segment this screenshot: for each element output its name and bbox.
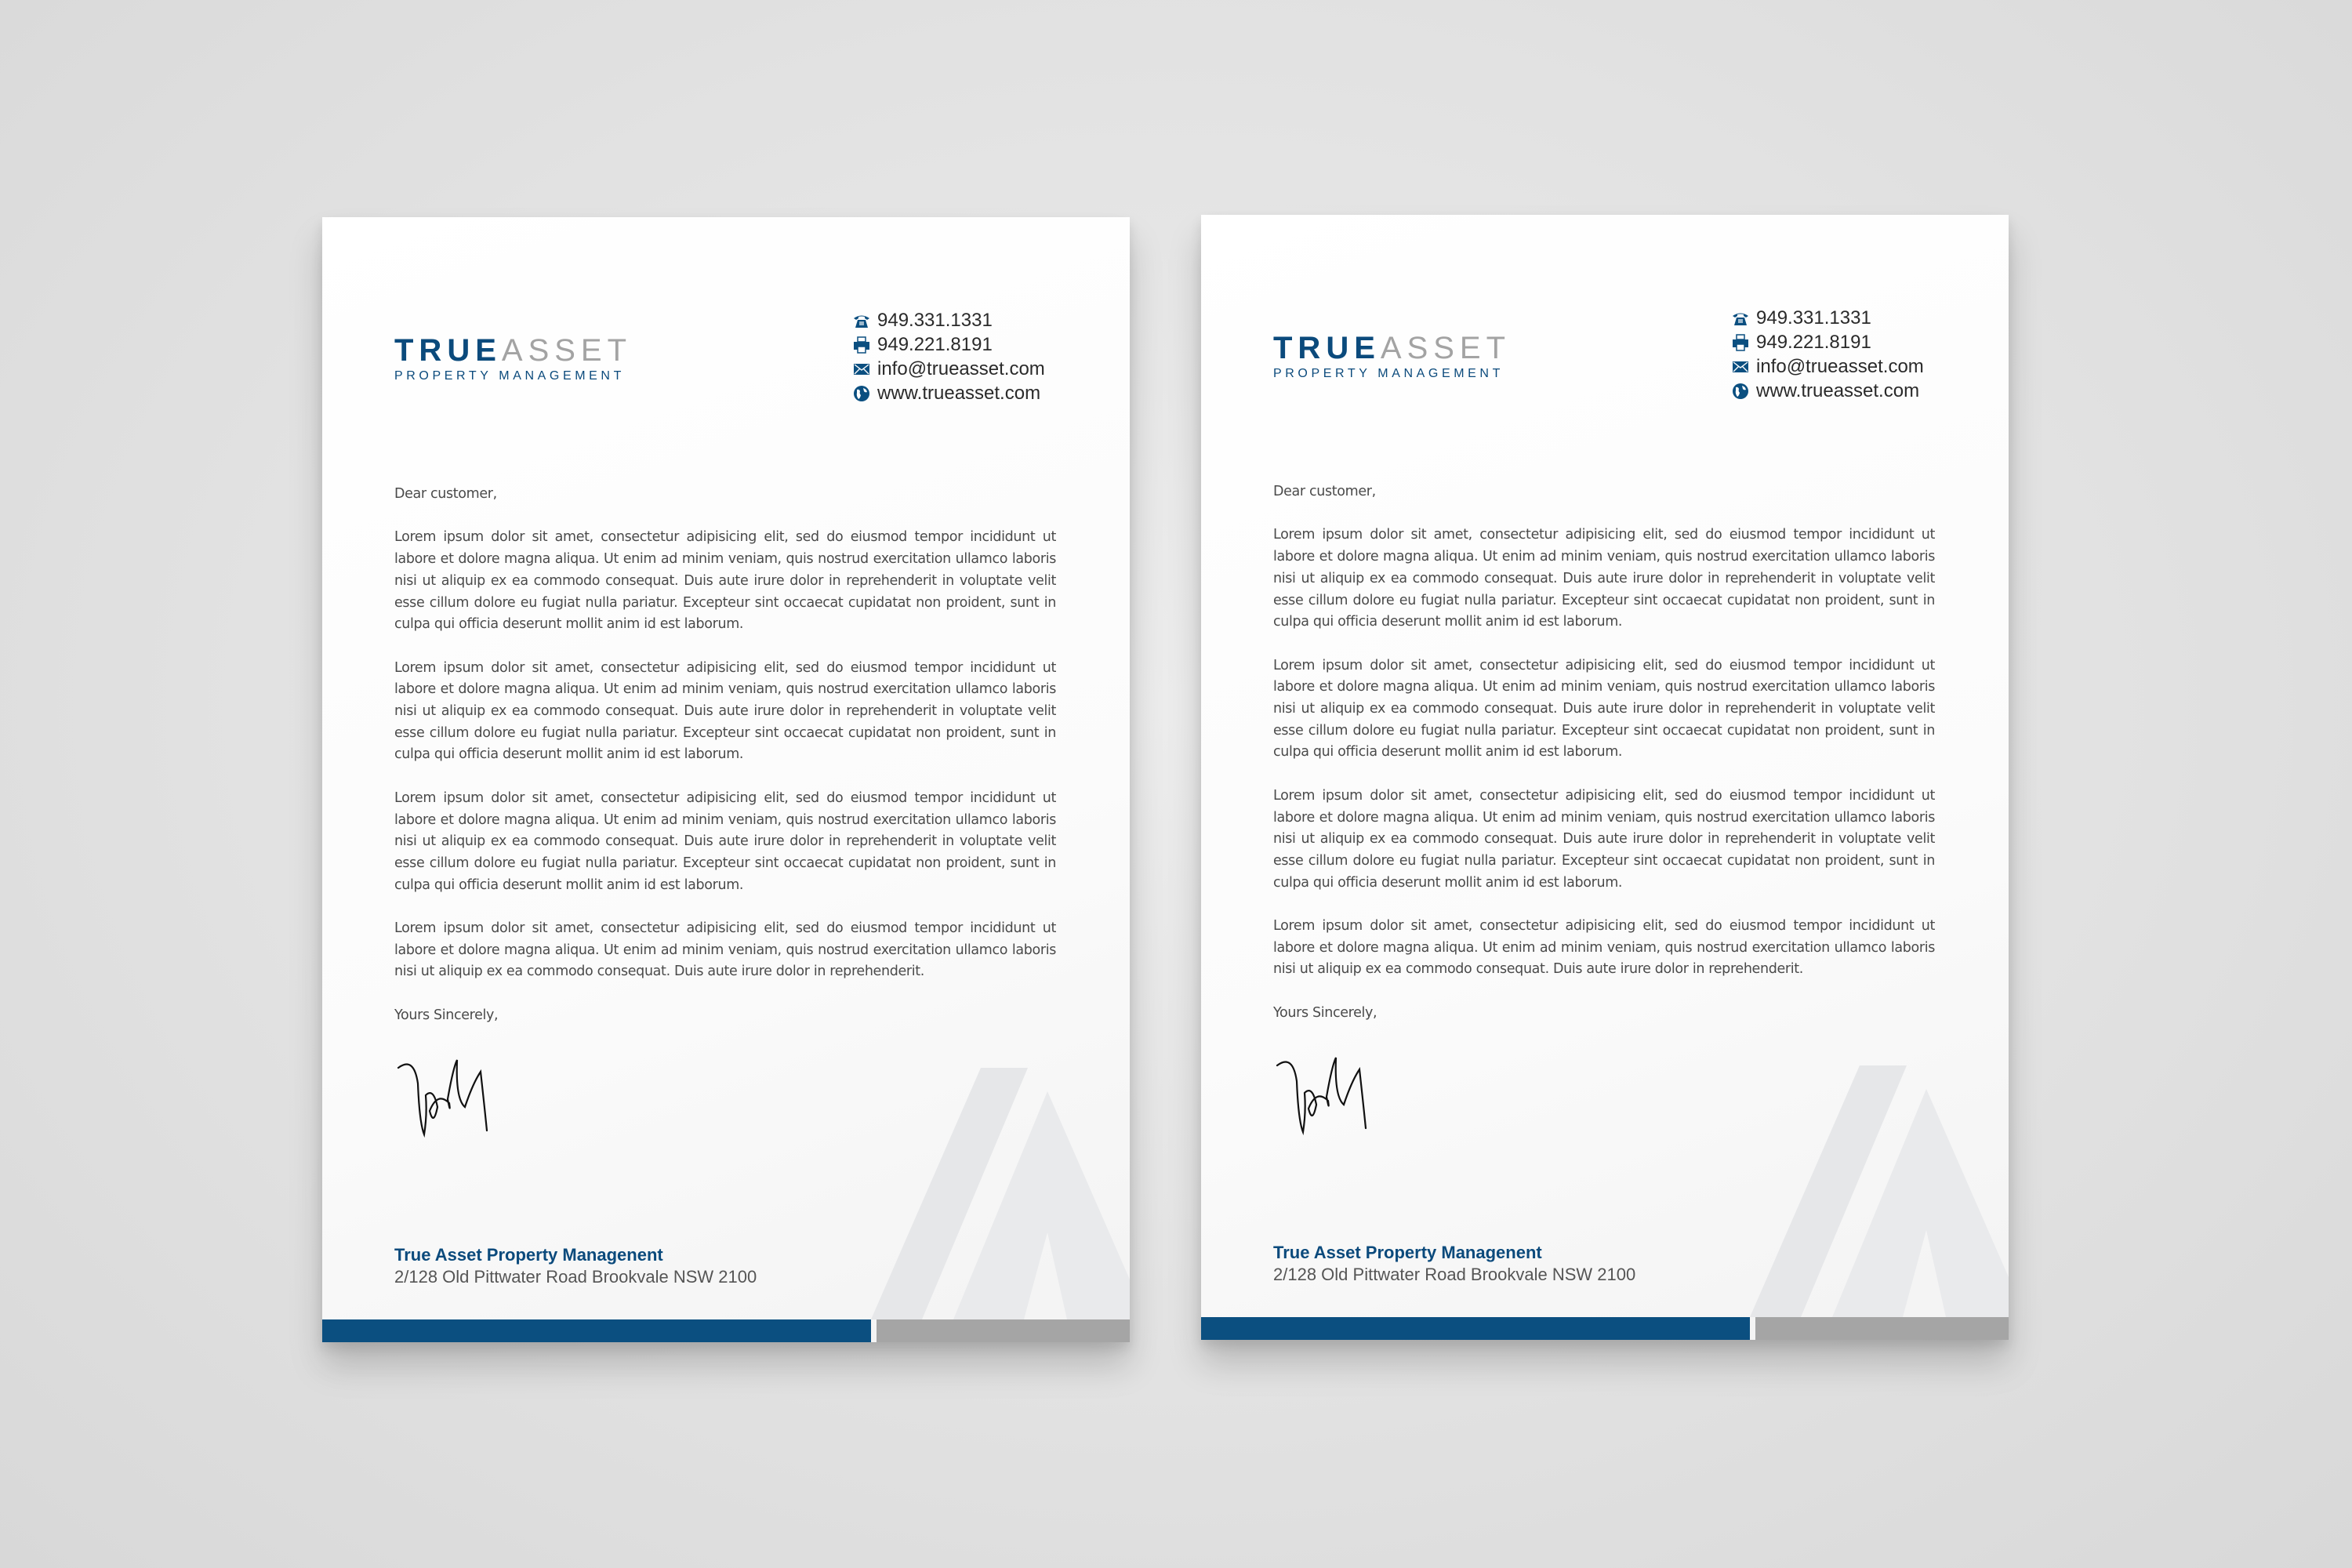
contact-email <box>1732 354 1924 379</box>
paragraph: Lorem ipsum dolor sit amet, consectetur adipisicing elit, sed do eiusmod tempor incididunt ut labore et dolore magna aliqua. Ut enim ad minim veniam, quis nostrud exercitation ullamco laboris nisi ut aliquip ex ea commodo consequat. Duis aute irure dolor in reprehenderit in voluptate velit esse cillum dolore eu fugiat nulla pariatur. Excepteur sint occaecat cupidatat non proident, sunt in culpa qui officia deserunt mollit anim id est laborum. <box>394 789 1056 893</box>
paragraph: Lorem ipsum dolor sit amet, consectetur adipisicing elit, sed do eiusmod tempor incididunt ut labore et dolore magna aliqua. Ut enim ad minim veniam, quis nostrud exercitation ullamco laboris nisi ut aliquip ex ea commodo consequat. Duis aute irure dolor in reprehenderit in voluptate velit esse cillum dolore eu fugiat nulla pariatur. Excepteur sint occaecat cupidatat non proident, sunt in culpa qui officia deserunt mollit anim id est laborum. <box>1273 787 1935 891</box>
logo-asset: ASSET <box>501 333 633 368</box>
fax-printer-icon <box>853 336 870 354</box>
contact-website <box>853 381 1045 405</box>
closing: Yours Sincerely, <box>1273 1004 1377 1021</box>
footer-bar-blue <box>1201 1317 1750 1340</box>
footer-bar-gray <box>877 1319 1130 1342</box>
footer-bar-gray <box>1755 1317 2009 1340</box>
envelope-icon <box>853 361 870 378</box>
footer-company-name: True Asset Property Managenent <box>1273 1243 1542 1262</box>
phone-icon <box>1732 310 1749 327</box>
letter-body <box>1273 481 1935 1046</box>
footer-company-name: True Asset Property Managenent <box>394 1245 663 1265</box>
logo-true: TRUE <box>1273 331 1381 365</box>
envelope-icon <box>1732 358 1749 376</box>
greeting: Dear customer, <box>394 486 497 502</box>
footer-bar-blue <box>322 1319 871 1342</box>
fax-printer-icon <box>1732 334 1749 351</box>
email-address: info@trueasset.com <box>1756 355 1924 377</box>
letter-body <box>394 484 1056 1048</box>
logo-subtitle: PROPERTY MANAGEMENT <box>1273 367 1504 380</box>
footer-address <box>394 1244 757 1288</box>
contact-block <box>853 308 1045 405</box>
paragraph: Lorem ipsum dolor sit amet, consectetur adipisicing elit, sed do eiusmod tempor incididunt ut labore et dolore magna aliqua. Ut enim ad minim veniam, quis nostrud exercitation ullamco laboris nisi ut aliquip ex ea commodo consequat. Duis aute irure dolor in reprehenderit in voluptate velit esse cillum dolore eu fugiat nulla pariatur. Excepteur sint occaecat cupidatat non proident, sunt in culpa qui officia deserunt mollit anim id est laborum. <box>1273 527 1935 630</box>
contact-fax <box>853 332 1045 357</box>
footer-address <box>1273 1242 1635 1286</box>
paragraph: Lorem ipsum dolor sit amet, consectetur adipisicing elit, sed do eiusmod tempor incididunt ut labore et dolore magna aliqua. Ut enim ad minim veniam, quis nostrud exercitation ullamco laboris nisi ut aliquip ex ea commodo consequat. Duis aute irure dolor in reprehenderit. <box>1273 918 1935 978</box>
website-url: www.trueasset.com <box>877 382 1041 404</box>
logo-asset: ASSET <box>1380 331 1512 365</box>
company-logo <box>394 335 632 383</box>
globe-icon <box>853 385 870 402</box>
phone-number: 949.331.1331 <box>877 309 993 331</box>
globe-icon <box>1732 383 1749 400</box>
footer-street-address: 2/128 Old Pittwater Road Brookvale NSW 2100 <box>1273 1265 1636 1284</box>
fax-number: 949.221.8191 <box>877 333 993 355</box>
footer-street-address: 2/128 Old Pittwater Road Brookvale NSW 2100 <box>394 1267 757 1287</box>
email-address: info@trueasset.com <box>877 358 1045 379</box>
letterhead-page-front <box>322 217 1130 1342</box>
website-url: www.trueasset.com <box>1756 379 1920 401</box>
logo-watermark <box>871 1068 1130 1319</box>
logo-true: TRUE <box>394 333 502 368</box>
contact-phone <box>1732 306 1924 330</box>
contact-website <box>1732 379 1924 403</box>
phone-icon <box>853 312 870 329</box>
paragraph: Lorem ipsum dolor sit amet, consectetur adipisicing elit, sed do eiusmod tempor incididunt ut labore et dolore magna aliqua. Ut enim ad minim veniam, quis nostrud exercitation ullamco laboris nisi ut aliquip ex ea commodo consequat. Duis aute irure dolor in reprehenderit in voluptate velit esse cillum dolore eu fugiat nulla pariatur. Excepteur sint occaecat cupidatat non proident, sunt in culpa qui officia deserunt mollit anim id est laborum. <box>394 529 1056 633</box>
contact-email <box>853 357 1045 381</box>
logo-watermark <box>1750 1065 2009 1317</box>
contact-fax <box>1732 330 1924 354</box>
signature <box>1273 1050 1375 1140</box>
contact-phone <box>853 308 1045 332</box>
letterhead-page-back <box>1201 215 2009 1340</box>
fax-number: 949.221.8191 <box>1756 331 1871 353</box>
logo-subtitle: PROPERTY MANAGEMENT <box>394 369 625 383</box>
phone-number: 949.331.1331 <box>1756 307 1871 328</box>
closing: Yours Sincerely, <box>394 1007 499 1023</box>
paragraph: Lorem ipsum dolor sit amet, consectetur adipisicing elit, sed do eiusmod tempor incididunt ut labore et dolore magna aliqua. Ut enim ad minim veniam, quis nostrud exercitation ullamco laboris nisi ut aliquip ex ea commodo consequat. Duis aute irure dolor in reprehenderit in voluptate velit esse cillum dolore eu fugiat nulla pariatur. Excepteur sint occaecat cupidatat non proident, sunt in culpa qui officia deserunt mollit anim id est laborum. <box>1273 657 1935 760</box>
contact-block <box>1732 306 1924 403</box>
paragraph: Lorem ipsum dolor sit amet, consectetur adipisicing elit, sed do eiusmod tempor incididunt ut labore et dolore magna aliqua. Ut enim ad minim veniam, quis nostrud exercitation ullamco laboris nisi ut aliquip ex ea commodo consequat. Duis aute irure dolor in reprehenderit in voluptate velit esse cillum dolore eu fugiat nulla pariatur. Excepteur sint occaecat cupidatat non proident, sunt in culpa qui officia deserunt mollit anim id est laborum. <box>394 659 1056 763</box>
paragraph: Lorem ipsum dolor sit amet, consectetur adipisicing elit, sed do eiusmod tempor incididunt ut labore et dolore magna aliqua. Ut enim ad minim veniam, quis nostrud exercitation ullamco laboris nisi ut aliquip ex ea commodo consequat. Duis aute irure dolor in reprehenderit. <box>394 920 1056 980</box>
company-logo <box>1273 332 1511 381</box>
signature <box>394 1052 496 1142</box>
greeting: Dear customer, <box>1273 484 1376 499</box>
